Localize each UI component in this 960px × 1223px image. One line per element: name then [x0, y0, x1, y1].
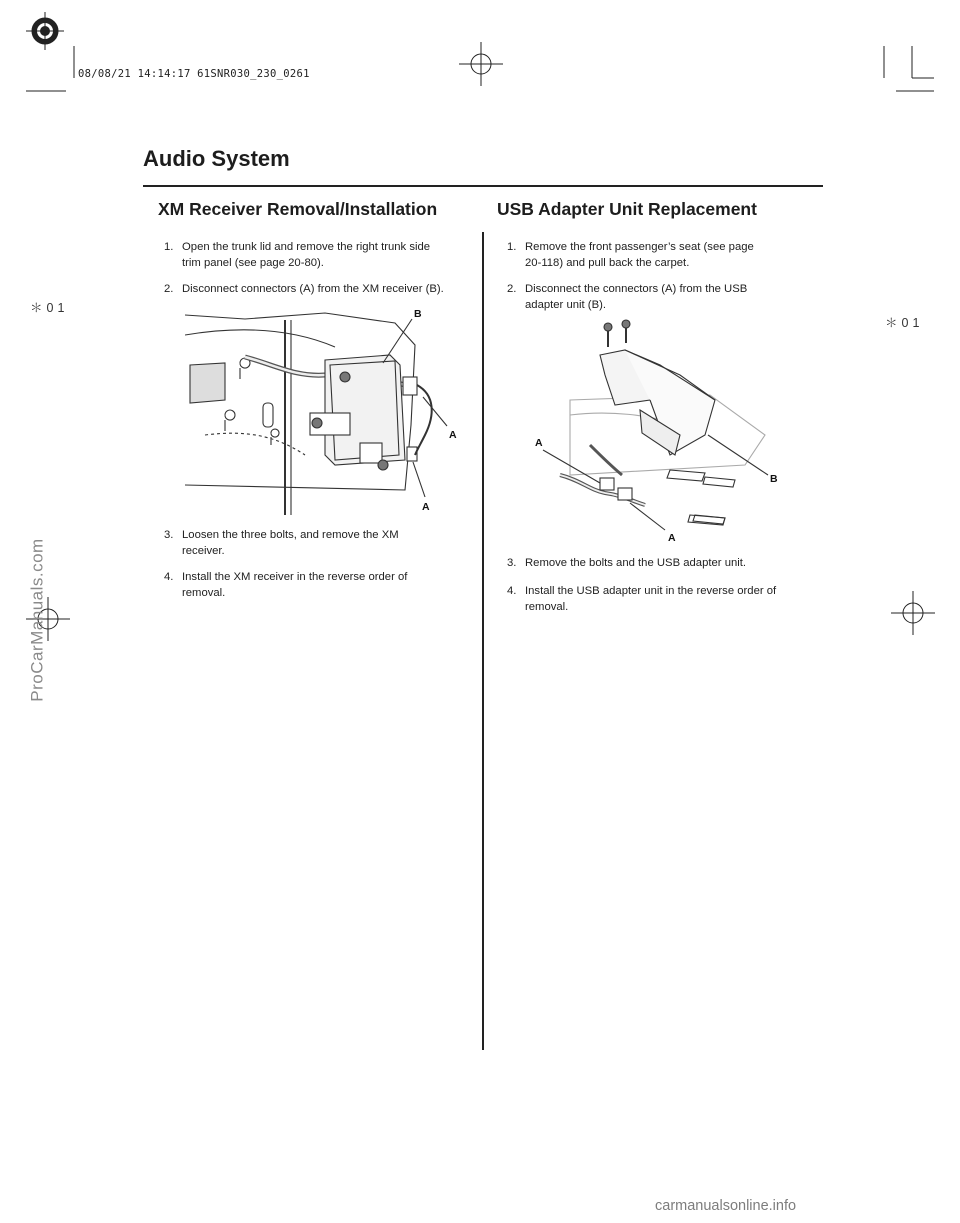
side-marker-left: ＊01 — [30, 301, 69, 315]
step-text: Install the USB adapter unit in the reverse order of — [525, 585, 777, 597]
usb-adapter-illustration — [530, 315, 790, 545]
watermark-bottom: carmanualsonline.info — [655, 1198, 797, 1214]
side-marker-right: ＊01 — [885, 316, 924, 330]
step-text-cont: removal. — [182, 586, 226, 599]
step-number: 2. — [164, 283, 174, 295]
step-number: 4. — [164, 571, 174, 583]
step-number: 4. — [507, 585, 517, 597]
step-number: 1. — [507, 241, 517, 253]
section-title: Audio System — [143, 146, 290, 171]
xm-label-a-upper: A — [449, 429, 457, 441]
step-text-cont: removal. — [525, 600, 569, 613]
step-text-cont: 20-118) and pull back the carpet. — [525, 256, 690, 269]
step-number: 1. — [164, 241, 174, 253]
xm-step-3 — [164, 528, 484, 559]
usb-label-a-left: A — [535, 437, 543, 449]
step-text: Install the XM receiver in the reverse order of — [182, 571, 408, 583]
step-text: Remove the front passenger’s seat (see page — [525, 241, 754, 253]
step-text: Loosen the three bolts, and remove the XM — [182, 529, 399, 541]
header-rule — [143, 185, 823, 187]
usb-step-1 — [507, 240, 827, 271]
xm-receiver-title: XM Receiver Removal/Installation — [158, 199, 438, 219]
print-stamp: 08/08/21 14:14:17 61SNR030_230_0261 — [78, 68, 310, 80]
step-number: 3. — [507, 557, 517, 569]
xm-step-4 — [164, 570, 484, 601]
xm-label-b: B — [414, 308, 422, 320]
usb-label-a-bottom: A — [668, 532, 676, 544]
step-text: Disconnect the connectors (A) from the USB — [525, 283, 748, 295]
step-text: Disconnect connectors (A) from the XM receiver (B). — [182, 283, 444, 295]
step-text-cont: adapter unit (B). — [525, 298, 607, 311]
step-text-cont: receiver. — [182, 544, 225, 557]
usb-label-b: B — [770, 473, 778, 485]
usb-step-2 — [507, 282, 827, 313]
xm-label-a-lower: A — [422, 501, 430, 513]
xm-receiver-illustration — [185, 305, 475, 520]
column-divider — [482, 232, 484, 1050]
step-text: Remove the bolts and the USB adapter unit. — [525, 557, 747, 569]
usb-adapter-title: USB Adapter Unit Replacement — [497, 199, 757, 219]
step-number: 2. — [507, 283, 517, 295]
step-text-cont: trim panel (see page 20-80). — [182, 256, 324, 269]
xm-step-2 — [164, 282, 484, 298]
step-text: Open the trunk lid and remove the right trunk side — [182, 241, 431, 253]
usb-step-4 — [507, 584, 827, 615]
watermark-left: ProCarManuals.com — [27, 538, 47, 702]
step-number: 3. — [164, 529, 174, 541]
usb-step-3 — [507, 556, 827, 572]
xm-step-1 — [164, 240, 484, 271]
